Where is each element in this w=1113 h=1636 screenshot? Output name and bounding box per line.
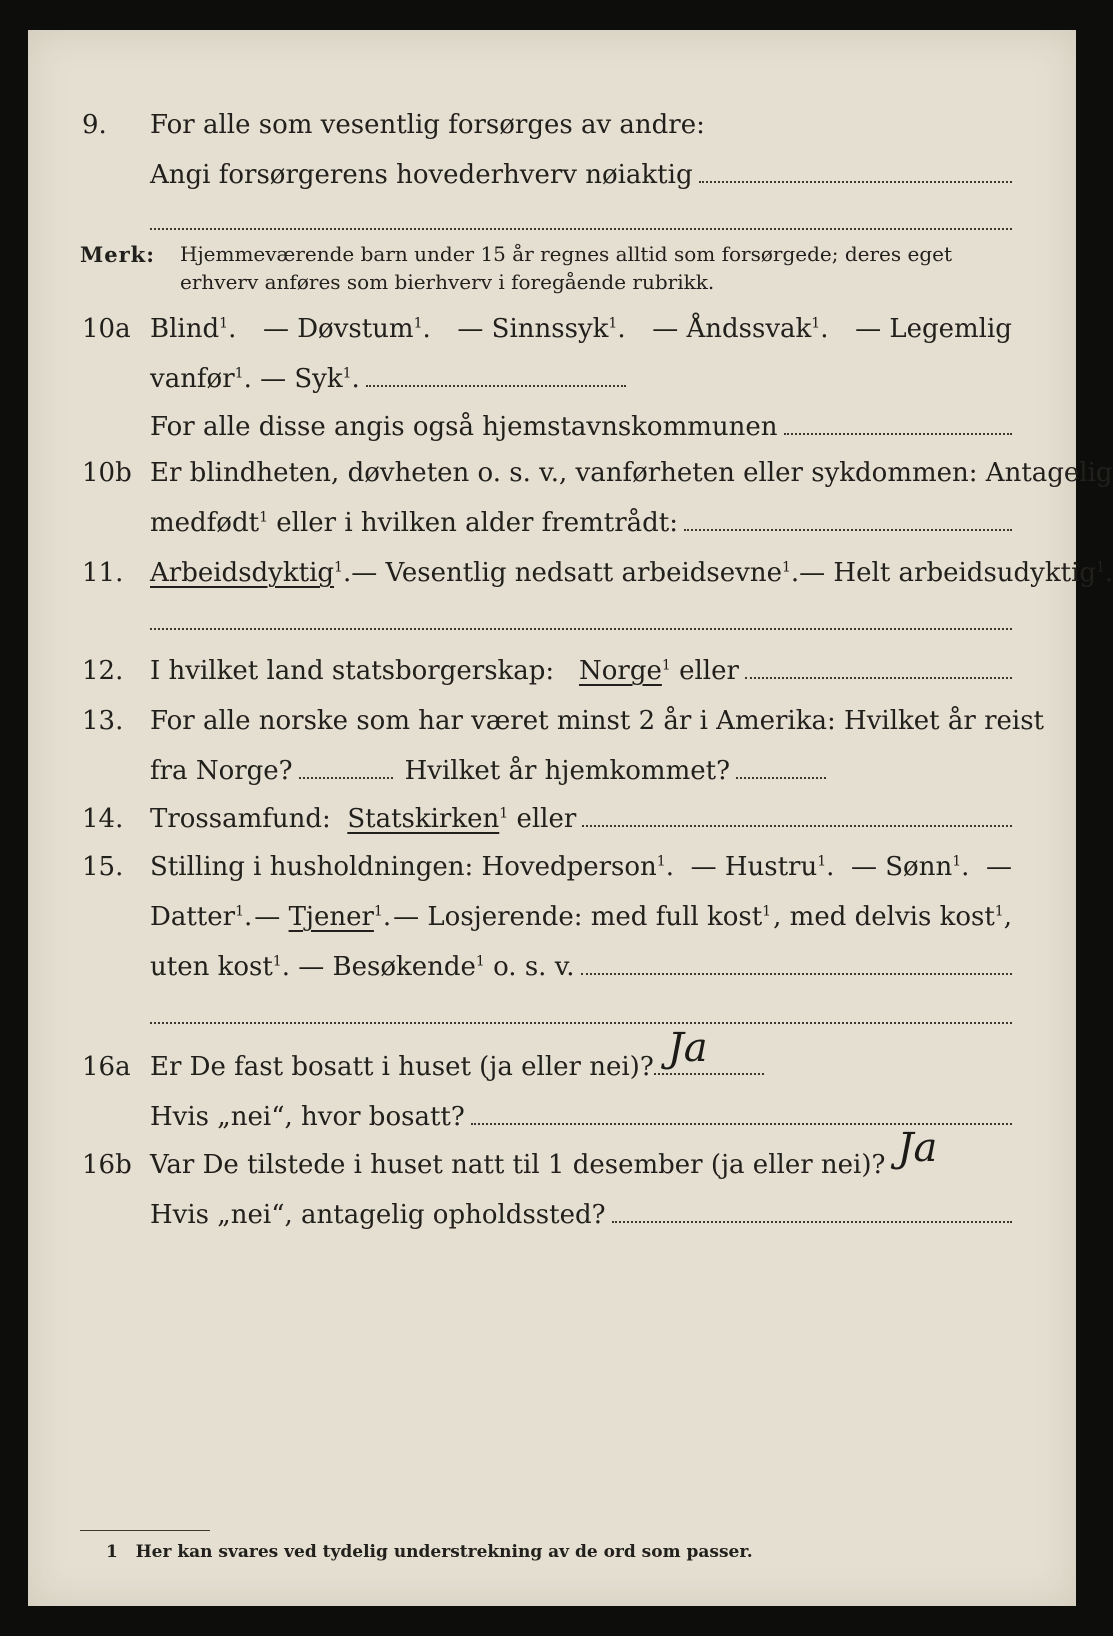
footnote-divider: [80, 1530, 210, 1531]
answer-field[interactable]: [654, 1025, 764, 1075]
answer-field[interactable]: [366, 367, 626, 387]
question-text: Hvilket år hjemkommet?: [404, 756, 731, 786]
census-form-page: [28, 30, 1113, 1606]
question-text: Angi forsørgerens hovederhverv nøiaktig: [150, 160, 693, 190]
option-hovedperson[interactable]: Stilling i husholdningen: Hovedperson$^1$.: [150, 852, 674, 882]
question-text: For alle disse angis også hjemstavnskommunen: [150, 412, 778, 442]
answer-field[interactable]: [299, 759, 393, 779]
answer-field[interactable]: [684, 511, 1012, 531]
option-syk[interactable]: — Syk$^1$.: [260, 364, 360, 394]
option-legemlig[interactable]: — Legemlig: [855, 314, 1012, 344]
question-number: 9.: [82, 110, 107, 140]
option-full-kost[interactable]: — Losjerende: med full kost$^1$: [393, 902, 772, 932]
question-number: 14.: [82, 804, 124, 834]
note-label: Merk:: [80, 242, 155, 267]
option-statskirken[interactable]: Statskirken$^1$: [347, 804, 509, 834]
question-text: For alle norske som har været minst 2 år i Amerika: Hvilket år reist: [150, 706, 1044, 736]
option-arbeidsudyktig[interactable]: — Helt arbeidsudyktig$^1$.: [799, 558, 1113, 588]
question-text: Hvis „nei“, antagelig opholdssted?: [150, 1200, 606, 1230]
question-number: 16b: [82, 1150, 132, 1180]
question-text: Hvis „nei“, hvor bosatt?: [150, 1102, 465, 1132]
answer-field[interactable]: [736, 759, 826, 779]
option-vanfor[interactable]: vanfør$^1$.: [150, 364, 261, 394]
question-text: Var De tilstede i huset natt til 1 desember (ja eller nei)?: [150, 1150, 886, 1180]
question-text: Er De fast bosatt i huset (ja eller nei)?: [150, 1052, 654, 1082]
question-text: For alle som vesentlig forsørges av andre:: [150, 110, 705, 140]
option-tjener[interactable]: — Tjener$^1$.: [254, 902, 392, 932]
option-sonn[interactable]: — Sønn$^1$.: [850, 852, 970, 882]
option-hustru[interactable]: — Hustru$^1$.: [690, 852, 835, 882]
handwritten-answer: Ja: [667, 1025, 708, 1071]
answer-field[interactable]: [745, 659, 1012, 679]
question-text: eller i hvilken alder fremtrådt:: [276, 508, 679, 538]
answer-field[interactable]: [885, 1125, 975, 1173]
option-nedsatt[interactable]: — Vesentlig nedsatt arbeidsevne$^1$.: [351, 558, 800, 588]
answer-field[interactable]: [150, 1022, 1012, 1024]
question-number: 15.: [82, 852, 124, 882]
option-norge[interactable]: Norge$^1$: [579, 656, 671, 686]
question-text: Trossamfund:: [150, 804, 331, 834]
handwritten-answer: Ja: [897, 1125, 938, 1171]
question-number: 16a: [82, 1052, 131, 1082]
answer-field[interactable]: [471, 1105, 1012, 1125]
question-text: I hvilket land statsborgerskap:: [150, 656, 555, 686]
answer-field[interactable]: [581, 955, 1012, 975]
question-number: 12.: [82, 656, 124, 686]
question-number: 11.: [82, 558, 124, 588]
footnote-mark: 1: [106, 1542, 118, 1562]
answer-field[interactable]: [699, 163, 1012, 183]
question-text: Er blindheten, døvheten o. s. v., vanførheten eller sykdommen: Antagelig: [150, 458, 1113, 488]
question-number: 10a: [82, 314, 131, 344]
answer-field[interactable]: [150, 228, 1012, 230]
question-text: fra Norge?: [150, 756, 293, 786]
question-text: o. s. v.: [493, 952, 575, 982]
option-uten-kost[interactable]: uten kost$^1$.: [150, 952, 299, 982]
note-text: Hjemmeværende barn under 15 år regnes alltid som forsørgede; deres eget erhverv anføres som bierhverv i foregående rubrikk.: [180, 242, 952, 294]
answer-field[interactable]: [150, 628, 1012, 630]
option-arbeidsdyktig[interactable]: Arbeidsdyktig$^1$.: [150, 558, 352, 588]
question-number: 13.: [82, 706, 124, 736]
option-dovstum[interactable]: — Døvstum$^1$.: [262, 314, 431, 344]
option-besokende[interactable]: — Besøkende$^1$: [298, 952, 485, 982]
footnote: [106, 1542, 753, 1562]
answer-field[interactable]: [582, 807, 1012, 827]
option-andssvak[interactable]: — Åndssvak$^1$.: [652, 314, 829, 344]
option-delvis-kost[interactable]: , med delvis kost$^1$,: [773, 902, 1012, 932]
footnote-text: Her kan svares ved tydelig understrekning av de ord som passer.: [135, 1542, 753, 1562]
option-sinnssyk[interactable]: — Sinnssyk$^1$.: [457, 314, 626, 344]
answer-field[interactable]: [612, 1203, 1012, 1223]
question-number: 10b: [82, 458, 132, 488]
dash: —: [985, 852, 1012, 882]
option-medfodt[interactable]: medfødt$^1$: [150, 508, 268, 538]
option-datter[interactable]: Datter$^1$.: [150, 902, 253, 932]
answer-field[interactable]: [784, 415, 1012, 435]
question-text: eller: [679, 656, 739, 686]
option-blind[interactable]: Blind$^1$.: [150, 314, 237, 344]
question-text: eller: [516, 804, 577, 834]
